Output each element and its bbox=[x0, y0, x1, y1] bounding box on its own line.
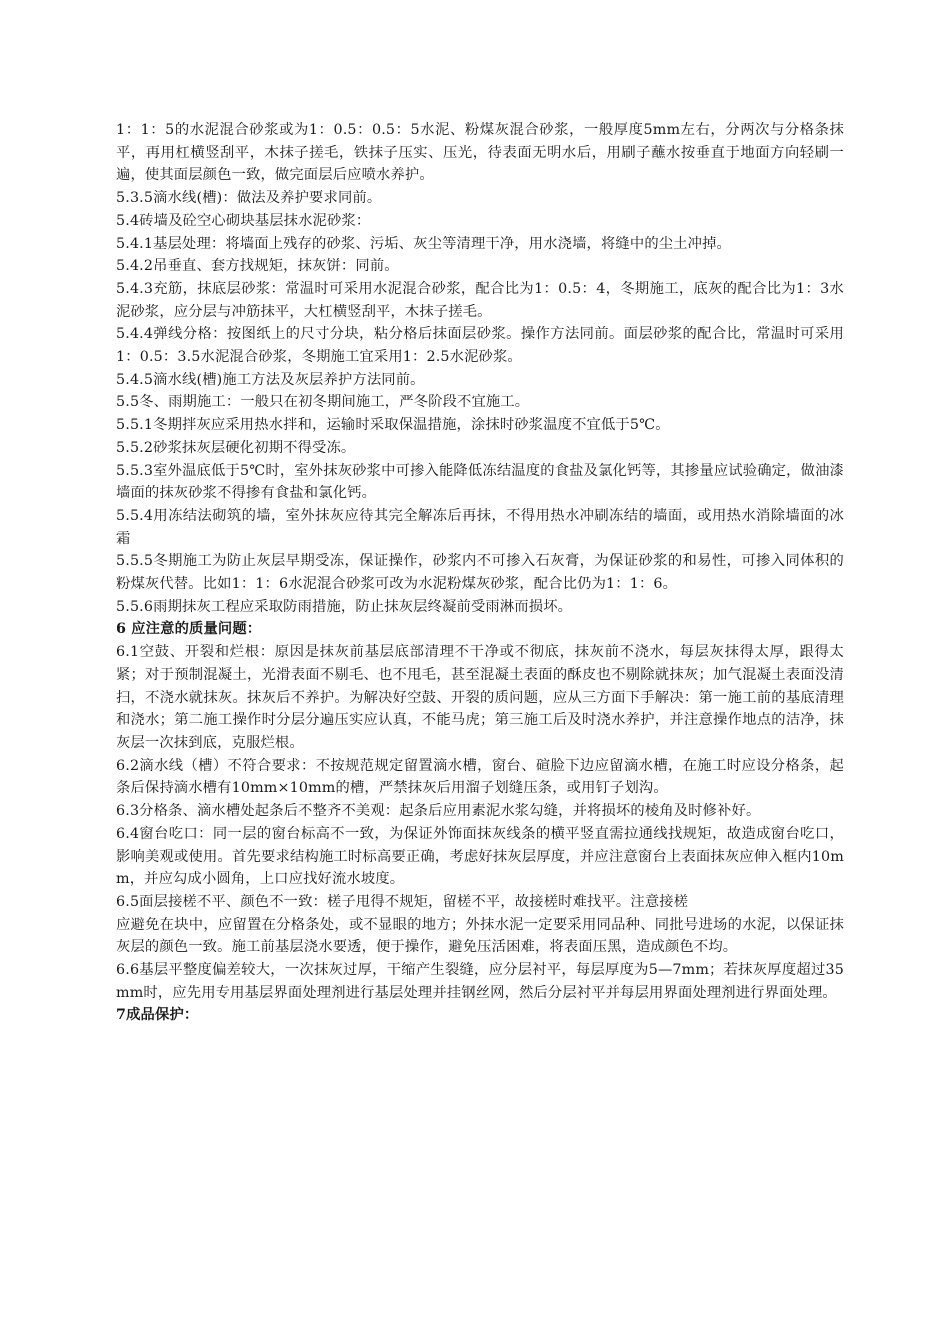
paragraph: 6.5面层接槎不平、颜色不一致：槎子甩得不规矩，留槎不平，故接槎时难找平。注意接槎 bbox=[116, 893, 689, 910]
paragraph: 应避免在块中，应留置在分格条处，或不显眼的地方；外抹水泥一定要采用同品种、同批号进场的水泥，以保证抹灰层的颜色一致。施工前基层浇水要透，便于操作，避免压活困难，将表面压黑，造成颜色不均。 bbox=[116, 916, 844, 956]
paragraph: 6.1空鼓、开裂和烂根：原因是抹灰前基层底部清理不干净或不彻底，抹灰前不浇水，每层灰抹得太厚，跟得太紧；对于预制混凝土，光滑表面不剔毛、也不甩毛，甚至混凝土表面的酥皮也不剔除就抹灰；加气混凝土表面没清扫，不浇水就抹灰。抹灰后不养护。为解决好空鼓、开裂的质问题，应从三方面下手解决：第一施工前的基底清理和浇水；第二施工操作时分层分遍压实应认真，不能马虎；第三施工后及时浇水养护，并注意操作地点的洁净，抹灰层一次抹到底，克服烂根。 bbox=[116, 644, 844, 751]
paragraph: 5.5.4用冻结法砌筑的墙，室外抹灰应待其完全解冻后再抹，不得用热水冲刷冻结的墙面，或用热水消除墙面的冰霜 bbox=[116, 507, 844, 547]
paragraph: 5.4.3充筋，抹底层砂浆：常温时可采用水泥混合砂浆，配合比为1：0.5：4，冬期施工，底灰的配合比为1：3水泥砂浆，应分层与冲筋抹平，大杠横竖刮平，木抹子搓毛。 bbox=[116, 280, 844, 320]
paragraph: 6.2滴水线（槽）不符合要求：不按规范规定留置滴水槽，窗台、碹脸下边应留滴水槽，在施工时应设分格条，起条后保持滴水槽有10mm×10mm的槽，严禁抹灰后用溜子划缝压条，或用钉子划沟。 bbox=[116, 757, 844, 797]
paragraph: 6.3分格条、滴水槽处起条后不整齐不美观：起条后应用素泥水浆勾缝，并将损坏的棱角及时修补好。 bbox=[116, 803, 761, 820]
paragraph: 6.6基层平整度偏差较大，一次抹灰过厚，干缩产生裂缝，应分层衬平，每层厚度为5—7mm；若抹灰厚度超过35mm时，应先用专用基层界面处理剂进行基层处理并挂钢丝网，然后分层衬平并每层用界面处理剂进行界面处理。 bbox=[116, 962, 844, 1001]
paragraph: 5.4.4弹线分格：按图纸上的尺寸分块，粘分格后抹面层砂浆。操作方法同前。面层砂浆的配合比，常温时可采用1：0.5：3.5水泥混合砂浆，冬期施工宜采用1：2.5水泥砂浆。 bbox=[116, 326, 844, 366]
paragraph: 5.4砖墙及砼空心砌块基层抹水泥砂浆： bbox=[116, 212, 371, 229]
paragraph: 5.5冬、雨期施工：一般只在初冬期间施工，严冬阶段不宜施工。 bbox=[116, 394, 530, 411]
paragraph: 5.5.2砂浆抹灰层硬化初期不得受冻。 bbox=[116, 439, 356, 456]
paragraph: 5.5.6雨期抹灰工程应采取防雨措施，防止抹灰层终凝前受雨淋而损坏。 bbox=[116, 598, 573, 615]
paragraph: 6.4窗台吃口：同一层的窗台标高不一致，为保证外饰面抹灰线条的横平竖直需拉通线找规矩，故造成窗台吃口，影响美观或使用。首先要求结构施工时标高要正确，考虑好抹灰层厚度，并应注意窗台上表面抹灰应伸入框内10mm，并应勾成小圆角，上口应找好流水坡度。 bbox=[116, 825, 844, 888]
paragraph: 5.4.1基层处理：将墙面上残存的砂浆、污垢、灰尘等清理干净，用水浇墙，将缝中的尘土冲掉。 bbox=[116, 235, 731, 252]
paragraph: 5.5.1冬期拌灰应采用热水拌和，运输时采取保温措施，涂抹时砂浆温度不宜低于5℃。 bbox=[116, 417, 670, 434]
document-page bbox=[116, 119, 844, 1027]
section-heading: 7成品保护： bbox=[116, 1007, 199, 1024]
paragraph: 5.4.2吊垂直、套方找规矩，抹灰饼：同前。 bbox=[116, 258, 399, 275]
paragraph: 5.5.3室外温底低于5℃时，室外抹灰砂浆中可掺入能降低冻结温度的食盐及氯化钙等，其掺量应试验确定，做油漆墙面的抹灰砂浆不得掺有食盐和氯化钙。 bbox=[116, 462, 844, 502]
paragraph: 5.4.5滴水线(槽)施工方法及灰层养护方法同前。 bbox=[116, 371, 425, 388]
paragraph: 1：1：5的水泥混合砂浆或为1：0.5：0.5：5水泥、粉煤灰混合砂浆，一般厚度5mm左右，分两次与分格条抹平，再用杠横竖刮平，木抹子搓毛，铁抹子压实、压光，待表面无明水后，用刷子蘸水按垂直于地面方向轻刷一遍，使其面层颜色一致，做完面层后应喷水养护。 bbox=[116, 122, 844, 184]
paragraph: 5.5.5冬期施工为防止灰层早期受冻，保证操作，砂浆内不可掺入石灰膏，为保证砂浆的和易性，可掺入同体积的粉煤灰代替。比如1：1：6水泥混合砂浆可改为水泥粉煤灰砂浆，配合比仍为1：1：6。 bbox=[116, 553, 844, 593]
paragraph: 5.3.5滴水线(槽)：做法及养护要求同前。 bbox=[116, 190, 382, 207]
section-heading: 6 应注意的质量问题： bbox=[116, 621, 262, 638]
